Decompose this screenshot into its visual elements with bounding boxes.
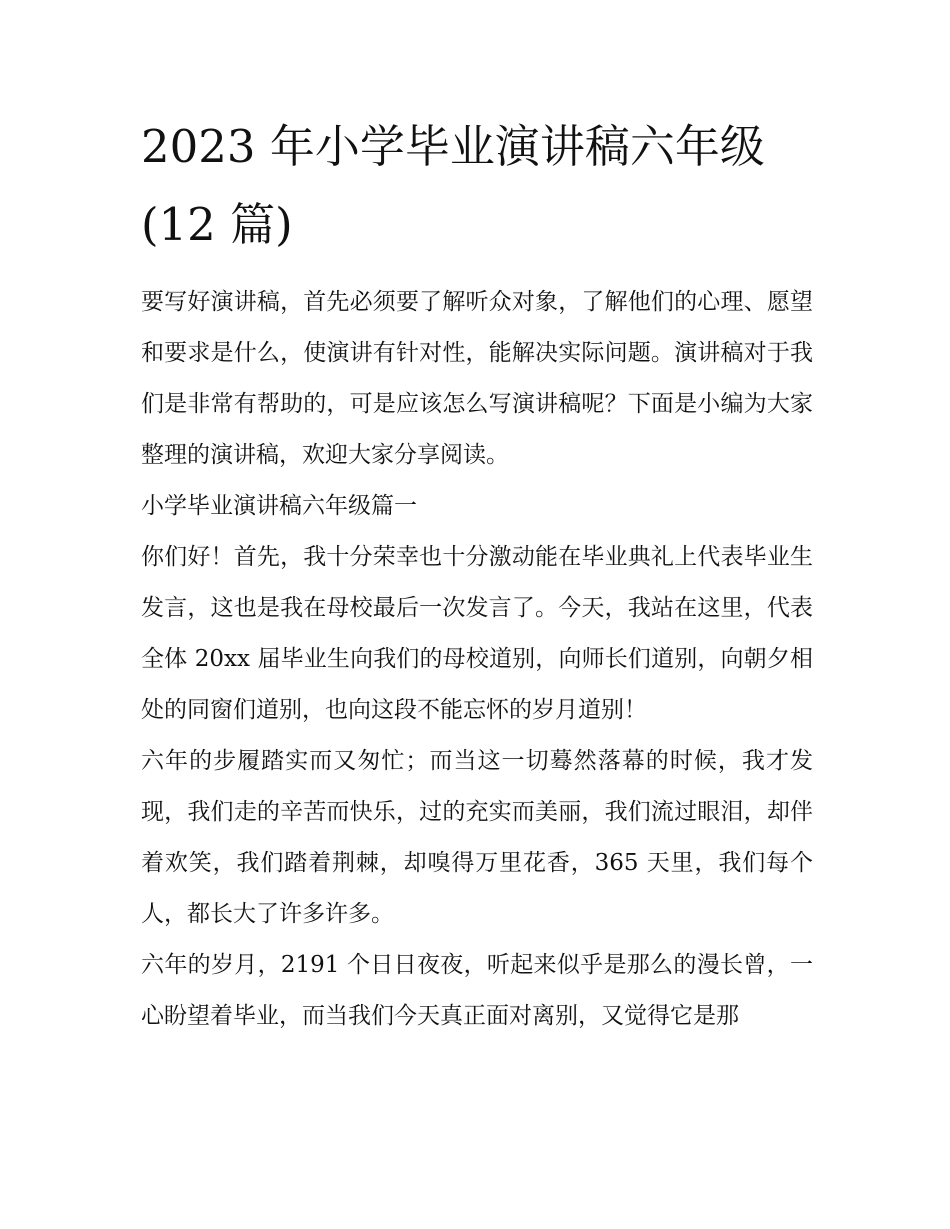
body-paragraph-2: 六年的步履踏实而又匆忙；而当这一切蓦然落幕的时候，我才发现，我们走的辛苦而快乐，过的充实而美丽，我们流过眼泪，却伴着欢笑，我们踏着荆棘，却嗅得万里花香，365 天里，我们每个人，都长大了许多许多。 bbox=[141, 748, 813, 927]
body-paragraph-1: 你们好！首先，我十分荣幸也十分激动能在毕业典礼上代表毕业生发言，这也是我在母校最后一次发言了。今天，我站在这里，代表全体 20xx 届毕业生向我们的母校道别，向师长们道别，向朝夕相处的同窗们道别，也向这段不能忘怀的岁月道别！ bbox=[141, 544, 813, 723]
document-content bbox=[141, 108, 813, 1042]
intro-paragraph: 要写好演讲稿，首先必须要了解听众对象，了解他们的心理、愿望和要求是什么，使演讲有针对性，能解决实际问题。演讲稿对于我们是非常有帮助的，可是应该怎么写演讲稿呢？下面是小编为大家整理的演讲稿，欢迎大家分享阅读。 bbox=[141, 289, 813, 468]
title-line-1: 2023 年小学毕业演讲稿六年级 bbox=[141, 120, 765, 173]
section-heading: 小学毕业演讲稿六年级篇一 bbox=[141, 493, 417, 519]
body-paragraph-3: 六年的岁月，2191 个日日夜夜，听起来似乎是那么的漫长曾，一心盼望着毕业，而当我们今天真正面对离别，又觉得它是那 bbox=[141, 952, 813, 1029]
document-title bbox=[141, 108, 813, 264]
title-line-2: (12 篇) bbox=[141, 198, 293, 251]
